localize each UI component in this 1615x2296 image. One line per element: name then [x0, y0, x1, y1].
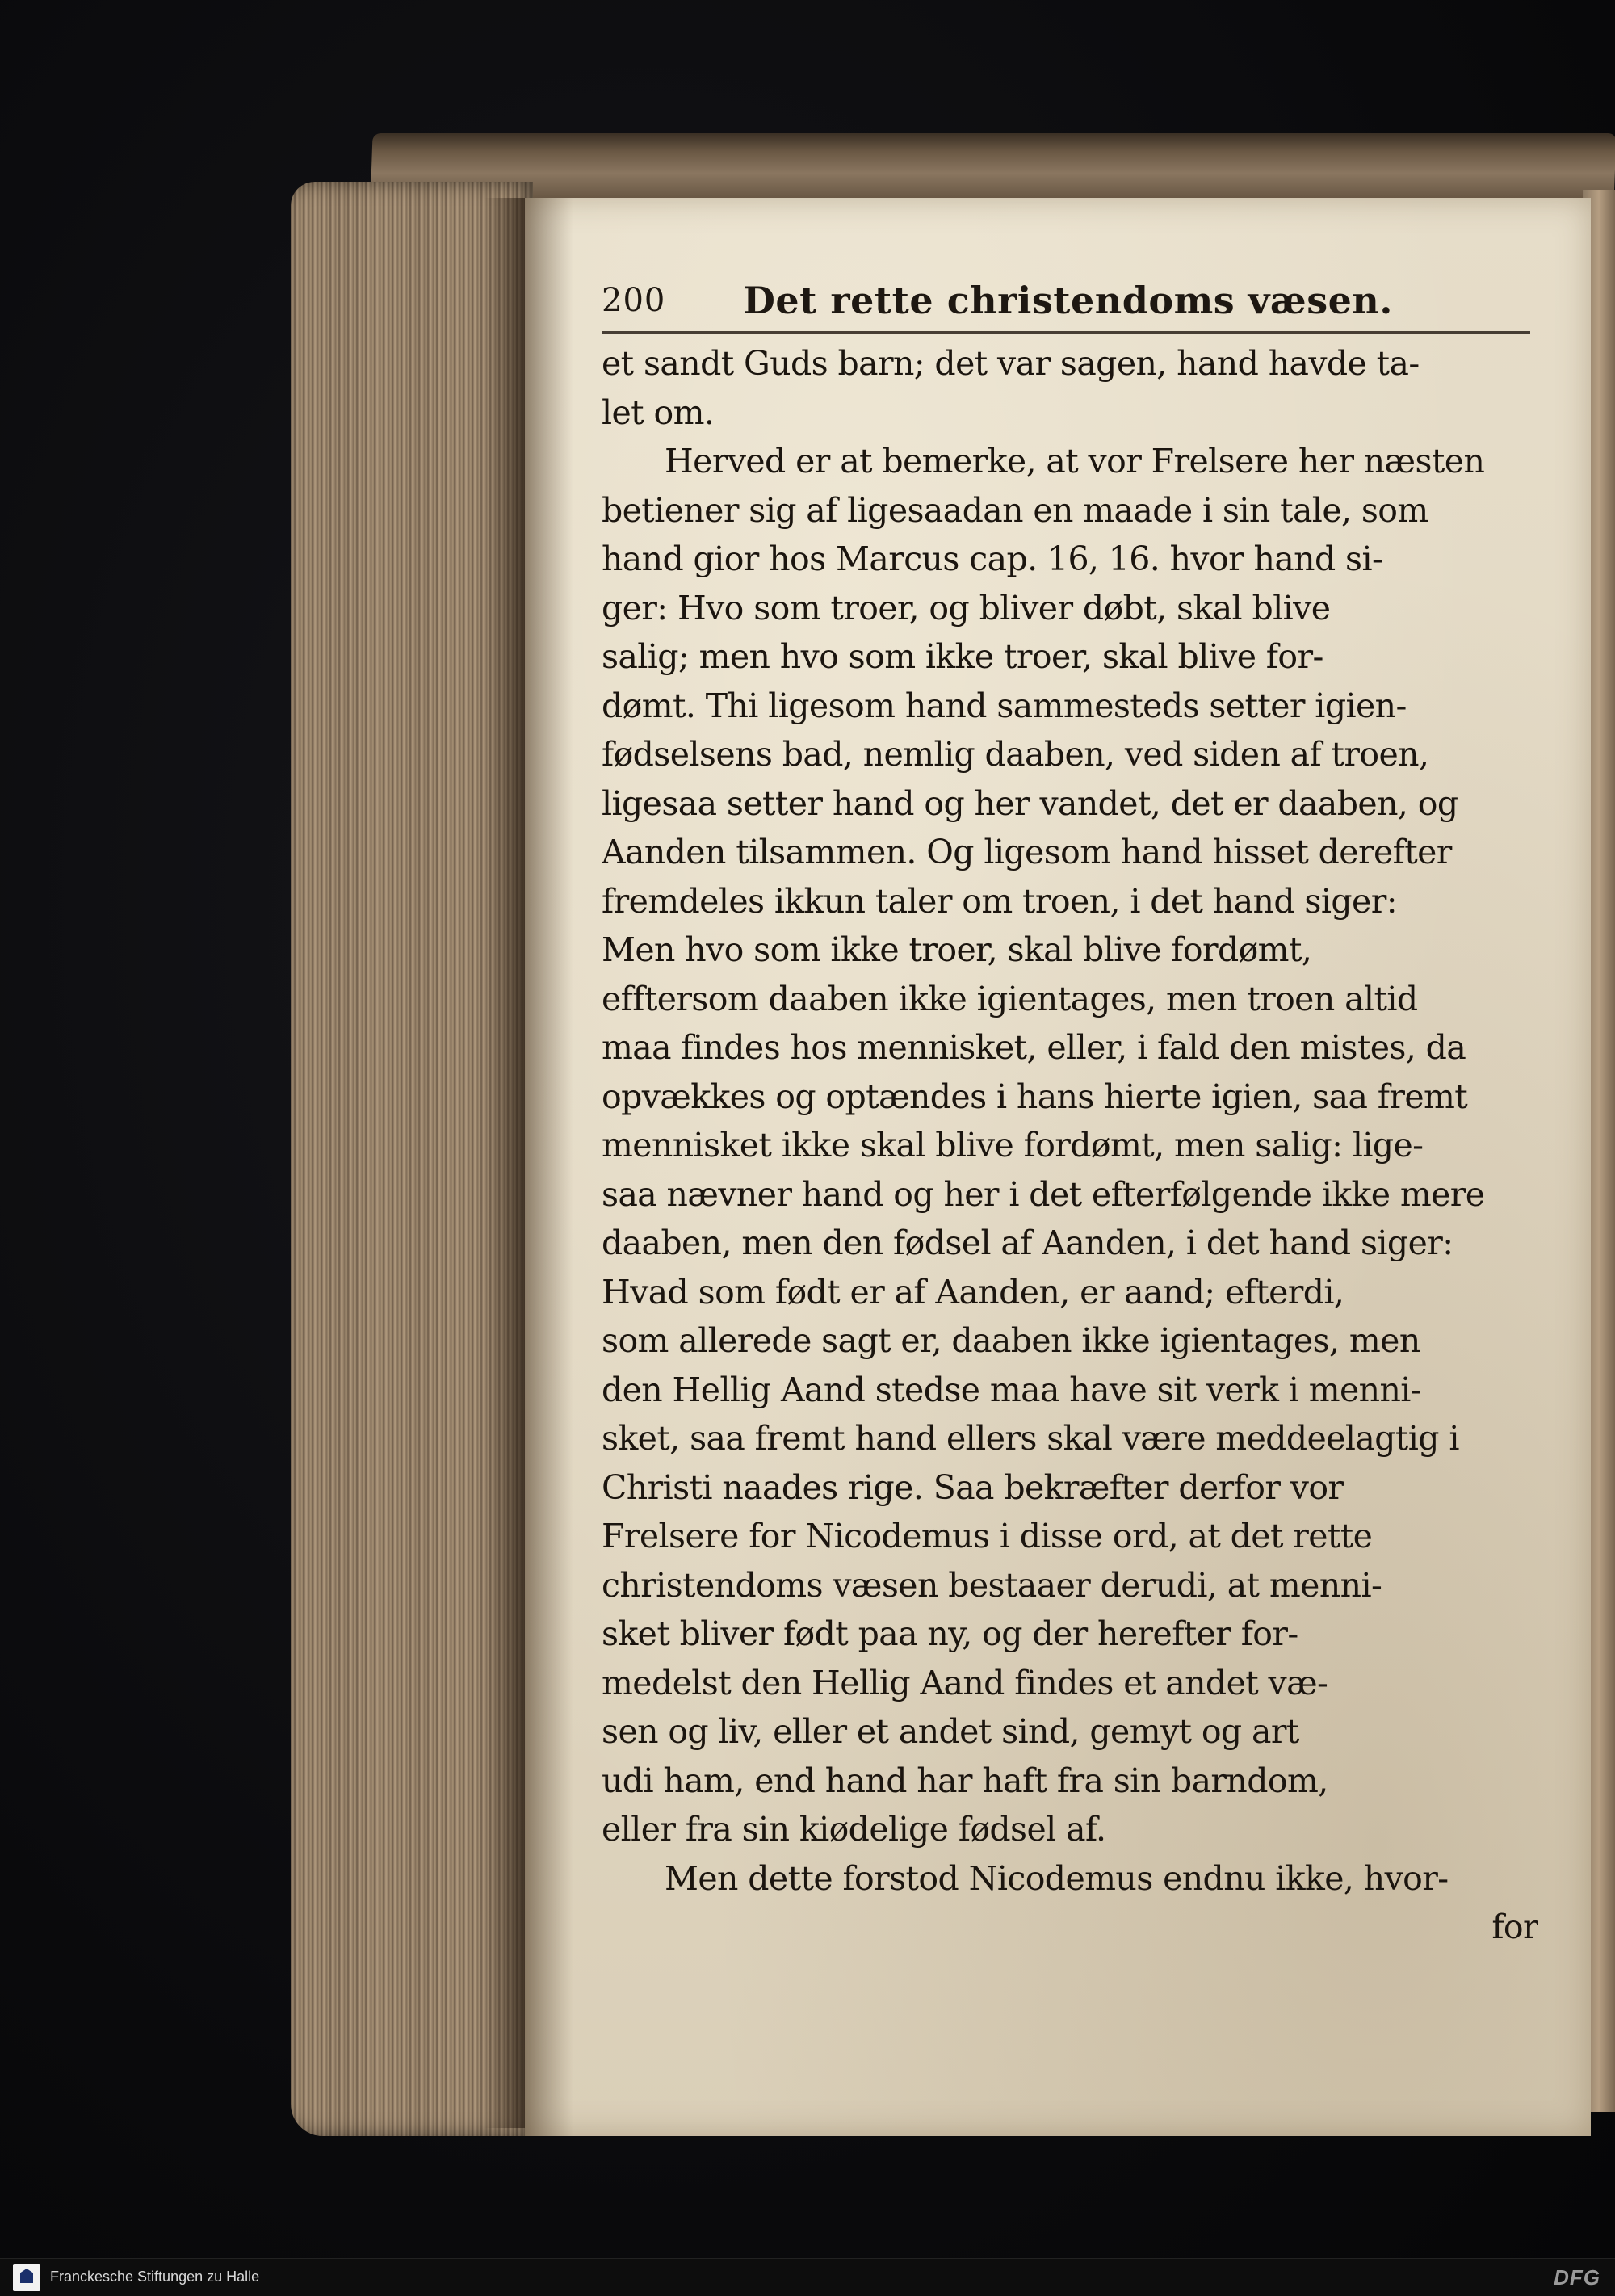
text-line: eller fra sin kiødelige fødsel af.: [602, 1810, 1106, 1849]
text-line: for: [1491, 1908, 1538, 1946]
text-line: Christi naades rige. Saa bekræfter derfor vor: [602, 1467, 1344, 1507]
text-line: udi ham, end hand har haft fra sin barndom,: [602, 1761, 1328, 1800]
text-line: let om.: [602, 392, 715, 432]
text-line: sen og liv, eller et andet sind, gemyt og art: [602, 1712, 1299, 1751]
book-top-edge: [370, 133, 1615, 206]
text-line: fremdeles ikkun taler om troen, i det hand siger:: [602, 881, 1397, 921]
logo-mark-icon: [20, 2269, 33, 2283]
institution-logo-icon: [13, 2264, 40, 2291]
running-title: Det rette christendoms væsen.: [743, 279, 1393, 322]
text-line: ligesaa setter hand og her vandet, det er daaben, og: [602, 783, 1458, 823]
text-line: betiener sig af ligesaadan en maade i sin tale, som: [602, 490, 1428, 530]
book-page: [525, 198, 1591, 2136]
institution-name: Franckesche Stiftungen zu Halle: [50, 2269, 260, 2285]
text-line: Men dette forstod Nicodemus endnu ikke, hvor-: [665, 1858, 1449, 1898]
text-line: Aanden tilsammen. Og ligesom hand hisset derefter: [602, 833, 1452, 871]
text-line: salig; men hvo som ikke troer, skal blive for-: [602, 637, 1323, 676]
text-line: som allerede sagt er, daaben ikke igientages, men: [602, 1321, 1420, 1360]
book: [291, 133, 1615, 2152]
text-line: Frelsere for Nicodemus i disse ord, at det rette: [602, 1517, 1373, 1555]
text-line: hand gior hos Marcus cap. 16, 16. hvor hand si-: [602, 539, 1383, 578]
viewer-footer: [0, 2258, 1615, 2296]
text-line: den Hellig Aand stedse maa have sit verk i menni-: [602, 1370, 1422, 1409]
text-line: maa findes hos mennisket, eller, i fald den mistes, da: [602, 1028, 1466, 1067]
text-line: saa nævner hand og her i det efterfølgende ikke mere: [602, 1174, 1485, 1214]
text-line: daaben, men den fødsel af Aanden, i det hand siger:: [602, 1224, 1454, 1262]
text-line: sket bliver født paa ny, og der herefter for-: [602, 1614, 1298, 1653]
page-header: [602, 279, 1538, 327]
text-line: Hvad som født er af Aanden, er aand; efterdi,: [602, 1272, 1344, 1312]
text-line: Men hvo som ikke troer, skal blive fordømt,: [602, 930, 1312, 969]
header-rule: [602, 331, 1530, 334]
text-line: fødselsens bad, nemlig daaben, ved siden af troen,: [602, 735, 1429, 774]
text-line: ger: Hvo som troer, og bliver døbt, skal blive: [602, 588, 1331, 628]
body-text: [602, 339, 1538, 1952]
page-gutter-shadow: [525, 198, 573, 2136]
page-number: 200: [602, 282, 666, 319]
text-line: christendoms væsen bestaaer derudi, at menni-: [602, 1565, 1382, 1605]
text-line: efftersom daaben ikke igientages, men troen altid: [602, 979, 1418, 1018]
text-line: medelst den Hellig Aand findes et andet væ-: [602, 1663, 1328, 1702]
dfg-logo: DFG: [1554, 2265, 1600, 2290]
text-line: Herved er at bemerke, at vor Frelsere her næsten: [665, 442, 1485, 481]
text-line: opvækkes og optændes i hans hierte igien, saa fremt: [602, 1077, 1468, 1116]
text-line: mennisket ikke skal blive fordømt, men salig: lige-: [602, 1126, 1424, 1165]
text-line: sket, saa fremt hand ellers skal være meddeelagtig i: [602, 1419, 1459, 1458]
text-line: et sandt Guds barn; det var sagen, hand havde ta-: [602, 344, 1420, 383]
text-line: dømt. Thi ligesom hand sammesteds setter igien-: [602, 686, 1407, 725]
